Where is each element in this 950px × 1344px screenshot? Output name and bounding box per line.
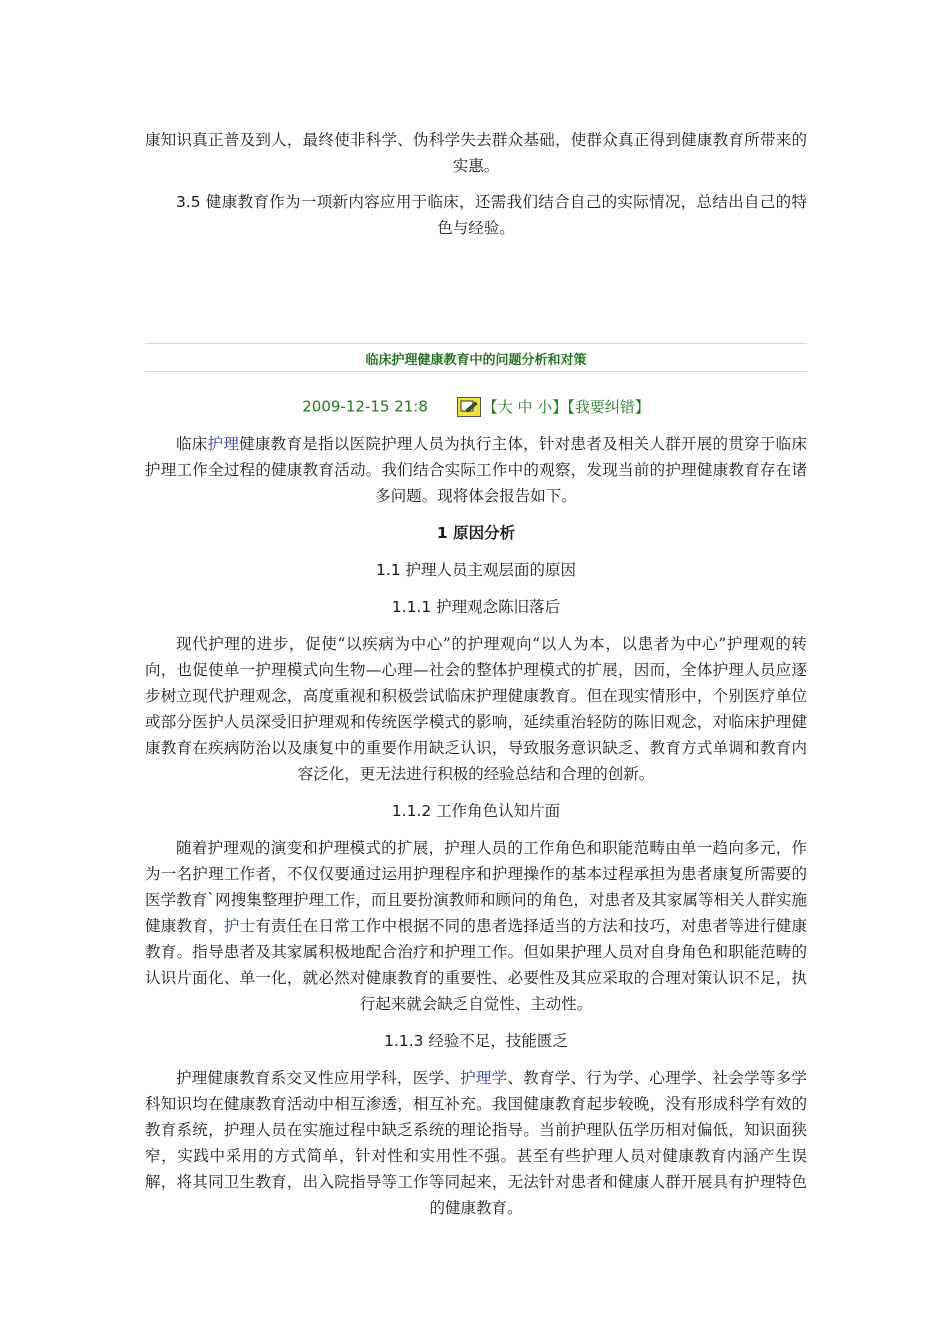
intro-text-a: 临床 [176, 435, 208, 453]
section-number: 3.5 [176, 193, 201, 211]
heading-1 [145, 520, 807, 546]
paragraph-3-5 [145, 189, 807, 241]
report-error-link[interactable]: 【我要纠错】 [567, 398, 650, 416]
paragraph-1-1-1: 现代护理的进步，促使“以疾病为中心”的护理观向“以人为本，以患者为中心”护理观的转向，也促使单一护理模式向生物—心理—社会的整体护理模式的扩展，因而，全体护理人员应逐步树立现代护理观念，高度重视和积极尝试临床护理健康教育。但在现实情形中，个别医疗单位或部分医护人员深受旧护理观和传统医学模式的影响，延续重治轻防的陈旧观念，对临床护理健康教育在疾病防治以及康复中的重要作用缺乏认识，导致服务意识缺乏、教育方式单调和教育内容泛化，更无法进行积极的经验总结和合理的创新。 [145, 635, 807, 783]
publish-date: 2009-12-15 21:8 [302, 397, 428, 416]
paragraph-text-b: 、教育学、行为学、心理学、社会学等多学科知识均在健康教育活动中相互渗透，相互补充。我国健康教育起步较晚，没有形成科学有效的教育系统，护理人员在实施过程中缺乏系统的理论指导。当前护理队伍学历相对偏低，知识面狭窄，实践中采用的方式简单，针对性和实用性不强。甚至有些护理人员对健康教育内涵产生误解，将其同卫生教育，出入院指导等工作等同起来，无法针对患者和健康人群开展具有护理特色的健康教育。 [145, 1069, 807, 1217]
paragraph-text-a: 随着护理观的演变和护理模式的扩展，护理人员的工作角色和职能范畴由单一趋向多元，作为一名护理工作者，不仅仅要通过运用护理程序和护理操作的基本过程承担为患者康复所需要的医学教育`网搜集整理护理工作，而且要扮演教师和顾问的角色，对患者及其家属等相关人群实施健康教育， [145, 839, 807, 935]
heading-text: 护理观念陈旧落后 [431, 598, 561, 616]
heading-number: 1.1.1 [391, 598, 432, 616]
previous-article-tail [145, 127, 807, 241]
heading-1-1-1 [145, 594, 807, 620]
article-title: 临床护理健康教育中的问题分析和对策 [365, 353, 587, 368]
heading-1-1-2 [145, 798, 807, 824]
intro-text-b: 健康教育是指以医院护理人员为执行主体，针对患者及相关人群开展的贯穿于临床护理工作全过程的健康教育活动。我们结合实际工作中的观察，发现当前的护理健康教育存在诸多问题。现将体会报告如下。 [145, 435, 807, 505]
heading-1-1-3 [145, 1028, 807, 1054]
heading-text: 护理人员主观层面的原因 [400, 561, 577, 579]
heading-number: 1.1.2 [391, 802, 432, 820]
link-nursing[interactable]: 护理 [207, 435, 240, 453]
paragraph-1-1-3 [145, 1065, 807, 1221]
heading-1-1 [145, 557, 807, 583]
article-body [145, 431, 807, 1221]
paragraph-text-b: 有责任在日常工作中根据不同的患者选择适当的方法和技巧，对患者等进行健康教育。指导患者及其家属积极地配合治疗和护理工作。但如果护理人员对自身角色和职能范畴的认识片面化、单一化，就必然对健康教育的重要性、必要性及其应采取的合理对策认识不足，执行起来就会缺乏自觉性、主动性。 [145, 917, 807, 1013]
heading-text: 经验不足，技能匮乏 [423, 1032, 568, 1050]
paragraph-text-a: 护理健康教育系交叉性应用学科，医学、 [176, 1069, 461, 1087]
paragraph-1-1-2 [145, 835, 807, 1017]
link-nurse[interactable]: 护士 [223, 917, 256, 935]
font-size-links[interactable]: 【大 中 小】 [482, 398, 568, 416]
pencil-note-icon[interactable] [457, 397, 481, 417]
link-nursing-science[interactable]: 护理学 [460, 1069, 508, 1087]
title-rule-top [145, 343, 807, 344]
intro-paragraph [145, 431, 807, 509]
heading-number: 1 [436, 524, 448, 542]
heading-number: 1.1.3 [384, 1032, 424, 1050]
title-rule-bottom [145, 371, 807, 372]
heading-text: 工作角色认知片面 [431, 802, 561, 820]
paragraph-text: 健康教育作为一项新内容应用于临床，还需我们结合自己的实际情况，总结出自己的特色与经验。 [200, 193, 807, 237]
heading-text: 原因分析 [447, 523, 516, 542]
paragraph-continuation: 康知识真正普及到人，最终使非科学、伪科学失去群众基础，使群众真正得到健康教育所带来的实惠。 [145, 131, 807, 175]
heading-number: 1.1 [375, 561, 401, 579]
article-meta [145, 396, 807, 420]
